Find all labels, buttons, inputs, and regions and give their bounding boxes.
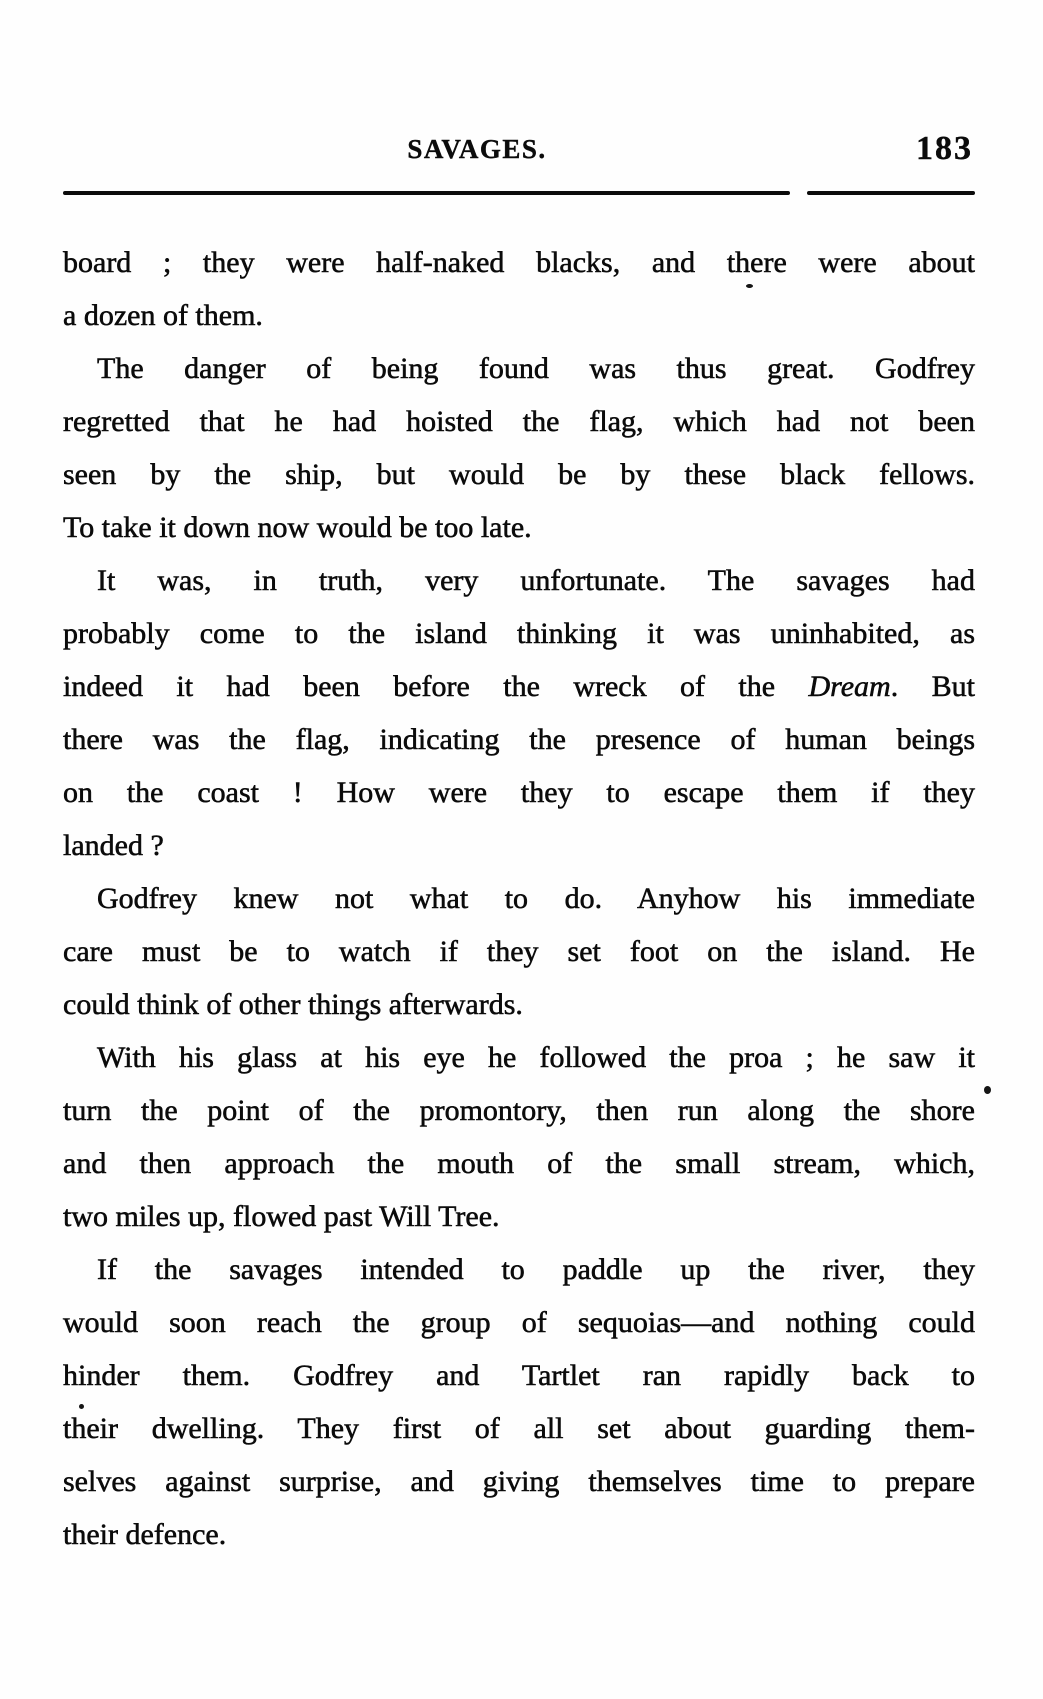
text-line bbox=[63, 766, 975, 819]
page-title: SAVAGES. bbox=[407, 134, 547, 164]
text-segment: two miles up, flowed past Will Tree. bbox=[63, 1200, 500, 1233]
text-segment: probably come to the island thinking it was uninhabited, as bbox=[63, 617, 975, 650]
text-segment: Godfrey knew not what to do. Anyhow his immediate bbox=[97, 882, 975, 915]
text-line bbox=[63, 395, 975, 448]
text-line bbox=[63, 925, 975, 978]
header-divider-rule bbox=[63, 190, 975, 195]
text-segment: their dwelling. They first of all set about guarding them- bbox=[63, 1412, 975, 1445]
rule-segment-right bbox=[807, 191, 975, 195]
text-segment: their defence. bbox=[63, 1518, 227, 1551]
text-line bbox=[63, 1084, 975, 1137]
ink-speck bbox=[984, 1086, 991, 1094]
text-line bbox=[63, 236, 975, 289]
rule-segment-left bbox=[63, 191, 790, 195]
text-line bbox=[63, 1031, 975, 1084]
text-segment: turn the point of the promontory, then run along the shore bbox=[63, 1094, 975, 1127]
text-segment: . But bbox=[890, 670, 975, 703]
text-segment: could think of other things afterwards. bbox=[63, 988, 523, 1021]
text-segment: landed ? bbox=[63, 829, 164, 862]
text-segment: hinder them. Godfrey and Tartlet ran rapidly back to bbox=[63, 1359, 975, 1392]
text-segment: seen by the ship, but would be by these black fellows. bbox=[63, 458, 975, 491]
text-segment: It was, in truth, very unfortunate. The savages had bbox=[97, 564, 975, 597]
rule-gap bbox=[790, 191, 807, 195]
body-text-block bbox=[63, 236, 975, 1561]
text-line bbox=[63, 872, 975, 925]
running-header bbox=[63, 130, 975, 174]
ink-speck bbox=[79, 1404, 84, 1409]
text-segment: indeed it had been before the wreck of the bbox=[63, 670, 809, 703]
text-segment: there was the flag, indicating the presence of human beings bbox=[63, 723, 975, 756]
text-line bbox=[63, 978, 975, 1031]
text-line bbox=[63, 819, 975, 872]
italic-text-segment: Dream bbox=[808, 670, 891, 703]
ink-speck bbox=[746, 284, 753, 288]
text-line bbox=[63, 713, 975, 766]
page-number: 183 bbox=[916, 130, 973, 167]
text-segment: regretted that he had hoisted the flag, which had not been bbox=[63, 405, 975, 438]
text-segment: If the savages intended to paddle up the river, they bbox=[97, 1253, 975, 1286]
text-line bbox=[63, 554, 975, 607]
text-line bbox=[63, 1296, 975, 1349]
text-segment: a dozen of them. bbox=[63, 299, 263, 332]
text-line bbox=[63, 1508, 975, 1561]
text-line bbox=[63, 660, 975, 713]
text-segment: and then approach the mouth of the small stream, which, bbox=[63, 1147, 975, 1180]
text-segment: care must be to watch if they set foot on the island. He bbox=[63, 935, 975, 968]
text-line bbox=[63, 448, 975, 501]
text-segment: To take it down now would be too late. bbox=[63, 511, 532, 544]
text-line bbox=[63, 1190, 975, 1243]
text-line bbox=[63, 1243, 975, 1296]
text-line bbox=[63, 1137, 975, 1190]
text-segment: board ; they were half-naked blacks, and there were about bbox=[63, 246, 975, 279]
text-line bbox=[63, 1455, 975, 1508]
text-line bbox=[63, 501, 975, 554]
text-line bbox=[63, 342, 975, 395]
text-segment: on the coast ! How were they to escape them if they bbox=[63, 776, 975, 809]
text-line bbox=[63, 607, 975, 660]
text-segment: selves against surprise, and giving themselves time to prepare bbox=[63, 1465, 975, 1498]
text-line bbox=[63, 1349, 975, 1402]
text-line bbox=[63, 1402, 975, 1455]
text-line bbox=[63, 289, 975, 342]
text-segment: would soon reach the group of sequoias—and nothing could bbox=[63, 1306, 975, 1339]
text-segment: The danger of being found was thus great. Godfrey bbox=[97, 352, 975, 385]
text-segment: With his glass at his eye he followed the proa ; he saw it bbox=[97, 1041, 975, 1074]
